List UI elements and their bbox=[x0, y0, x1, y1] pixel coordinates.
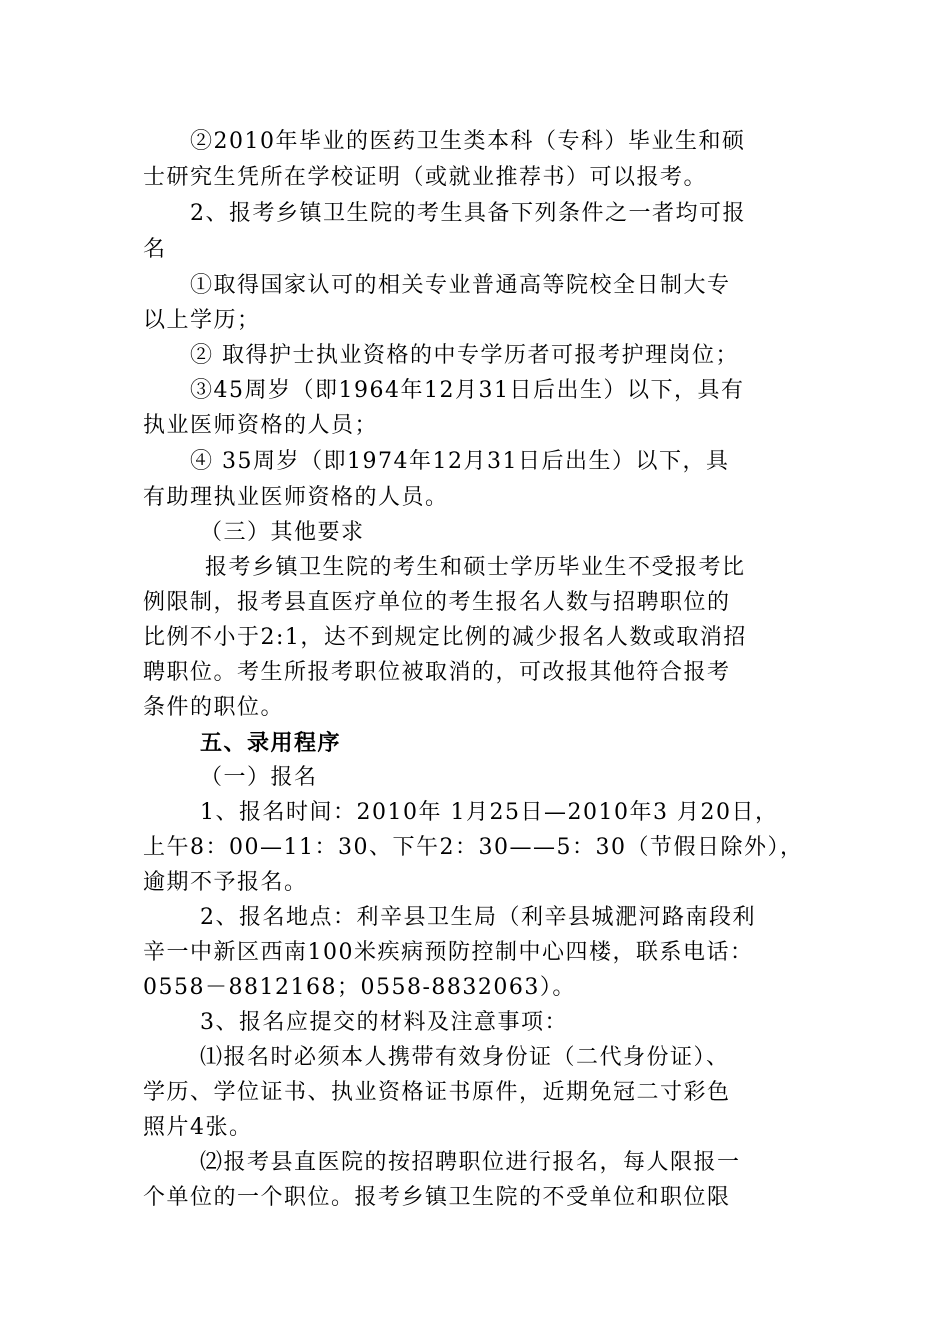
paragraph-line: ⑵报考县直医院的按招聘职位进行报名，每人限报一 bbox=[200, 1150, 741, 1175]
paragraph-line: ② 取得护士执业资格的中专学历者可报考护理岗位； bbox=[190, 343, 739, 368]
paragraph-line: 学历、学位证书、执业资格证书原件，近期免冠二寸彩色 bbox=[143, 1080, 731, 1105]
paragraph-line: 上午8：00—11：30、下午2：30——5：30（节假日除外）， bbox=[143, 835, 804, 860]
paragraph-line: 聘职位。考生所报考职位被取消的，可改报其他符合报考 bbox=[143, 660, 731, 685]
paragraph-line: 以上学历； bbox=[143, 308, 261, 333]
paragraph-line: 2、报考乡镇卫生院的考生具备下列条件之一者均可报 bbox=[190, 201, 746, 226]
paragraph-line: 个单位的一个职位。报考乡镇卫生院的不受单位和职位限 bbox=[143, 1185, 731, 1210]
paragraph-line: ③45周岁（即1964年12月31日后出生）以下，具有 bbox=[190, 378, 745, 403]
paragraph-line: 3、报名应提交的材料及注意事项： bbox=[200, 1010, 568, 1035]
paragraph-line: 报考乡镇卫生院的考生和硕士学历毕业生不受报考比 bbox=[205, 555, 746, 580]
paragraph-line: 名 bbox=[143, 237, 167, 262]
paragraph-line: 执业医师资格的人员； bbox=[143, 413, 379, 438]
paragraph-line: 条件的职位。 bbox=[143, 695, 285, 720]
section-heading: 五、录用程序 bbox=[200, 730, 342, 756]
paragraph-line: ①取得国家认可的相关专业普通高等院校全日制大专 bbox=[190, 273, 731, 298]
paragraph-line: ②2010年毕业的医药卫生类本科（专科）毕业生和硕 bbox=[190, 129, 746, 154]
paragraph-line: 士研究生凭所在学校证明（或就业推荐书）可以报考。 bbox=[143, 165, 708, 190]
paragraph-line: 0558－8812168；0558-8832063）。 bbox=[143, 975, 576, 1000]
paragraph-line: 1、报名时间：2010年 1月25日—2010年3 月20日， bbox=[200, 800, 779, 825]
paragraph-line: 辛一中新区西南100米疾病预防控制中心四楼，联系电话： bbox=[143, 940, 754, 965]
paragraph-line: 例限制，报考县直医疗单位的考生报名人数与招聘职位的 bbox=[143, 590, 731, 615]
paragraph-line: ④ 35周岁（即1974年12月31日后出生）以下，具 bbox=[190, 449, 730, 474]
paragraph-line: 2、报名地点：利辛县卫生局（利辛县城淝河路南段利 bbox=[200, 905, 756, 930]
paragraph-line: 有助理执业医师资格的人员。 bbox=[143, 485, 449, 510]
paragraph-line: 逾期不予报名。 bbox=[143, 870, 308, 895]
paragraph-line: 照片4张。 bbox=[143, 1115, 253, 1140]
paragraph-line: 比例不小于2:1，达不到规定比例的减少报名人数或取消招 bbox=[143, 625, 747, 650]
section-subheading: （三）其他要求 bbox=[200, 520, 365, 545]
paragraph-line: ⑴报名时必须本人携带有效身份证（二代身份证）、 bbox=[200, 1045, 730, 1070]
section-subheading: （一）报名 bbox=[200, 765, 318, 790]
